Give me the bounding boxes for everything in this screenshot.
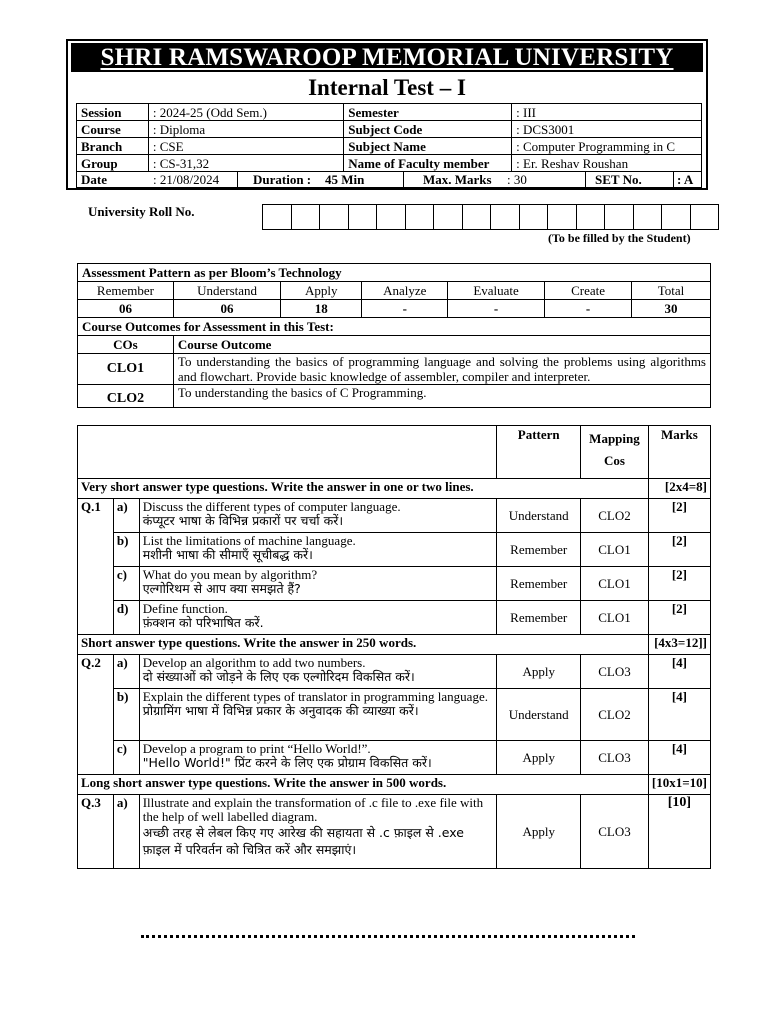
bloom-value: -: [362, 300, 448, 318]
part-label: a): [113, 655, 139, 689]
question-hi: दो संख्याओं को जोड़ने के लिए एक एल्गोरिदम विकसित करें।: [142, 669, 415, 684]
col-pattern: Pattern: [497, 426, 581, 479]
course-value: : Diploma: [148, 121, 343, 138]
roll-digit-box[interactable]: [662, 205, 691, 230]
bloom-header: Analyze: [362, 282, 448, 300]
duration-value: 45 Min: [325, 172, 365, 187]
group-label: Group: [77, 155, 149, 172]
bloom-header: Apply: [281, 282, 362, 300]
question-text: [139, 567, 497, 601]
question-hi: अच्छी तरह से लेबल किए गए आरेख की सहायता से .c फ़ाइल से .exe फ़ाइल में परिवर्तन को चित्रित करें और समझाएं।: [142, 825, 464, 857]
co-cell: CLO3: [581, 655, 649, 689]
divider: [585, 172, 586, 187]
semester-value: : III: [512, 104, 702, 121]
faculty-label: Name of Faculty member: [344, 155, 512, 172]
col-mapping-line1: Mapping: [589, 431, 640, 446]
col-mapping: [581, 426, 649, 479]
bloom-value: -: [448, 300, 545, 318]
question-number: Q.3: [78, 795, 114, 869]
question-hi: मशीनी भाषा की सीमाएँ सूचीबद्ध करें।: [142, 547, 313, 562]
session-label: Session: [77, 104, 149, 121]
marks-cell: [4]: [648, 655, 710, 689]
question-hi: प्रोग्रामिंग भाषा में विभिन्न प्रकार के अनुवादक की व्याख्या करें।: [142, 703, 419, 718]
question-hi: एल्गोरिथम से आप क्या समझते हैं?: [142, 581, 301, 596]
assessment-table: [77, 263, 711, 408]
divider: [403, 172, 404, 187]
question-en: Illustrate and explain the transformation of .c file to .exe file with the help of well labelled diagram.: [142, 795, 484, 824]
roll-digit-box[interactable]: [348, 205, 377, 230]
outcomes-col-outcome: Course Outcome: [173, 336, 710, 354]
roll-no-boxes[interactable]: [262, 204, 719, 230]
co-cell: CLO1: [581, 601, 649, 635]
question-en: Develop an algorithm to add two numbers.: [142, 655, 366, 670]
max-marks-value: : 30: [507, 172, 527, 187]
pattern-cell: Remember: [497, 567, 581, 601]
roll-digit-box[interactable]: [690, 205, 719, 230]
section-title: Short answer type questions. Write the answer in 250 words.: [78, 635, 649, 655]
pattern-cell: Apply: [497, 655, 581, 689]
subject-name-label: Subject Name: [344, 138, 512, 155]
bloom-value: -: [545, 300, 632, 318]
pattern-cell: Understand: [497, 499, 581, 533]
course-label: Course: [77, 121, 149, 138]
bloom-header: Remember: [78, 282, 174, 300]
co-cell: CLO1: [581, 567, 649, 601]
bloom-value: 30: [631, 300, 710, 318]
max-marks-label: Max. Marks: [423, 172, 492, 187]
co-cell: CLO1: [581, 533, 649, 567]
question-en: Develop a program to print “Hello World!”.: [142, 741, 371, 756]
question-en: Define function.: [142, 601, 228, 616]
bloom-value: 06: [78, 300, 174, 318]
semester-label: Semester: [344, 104, 512, 121]
question-hi: कंप्यूटर भाषा के विभिन्न प्रकारों पर चर्चा करें।: [142, 513, 344, 528]
question-number: Q.1: [78, 499, 114, 635]
co-cell: CLO2: [581, 689, 649, 741]
part-label: a): [113, 795, 139, 869]
bloom-value: 06: [173, 300, 280, 318]
roll-digit-box[interactable]: [519, 205, 548, 230]
duration-label: Duration :: [253, 172, 312, 187]
exam-info-table: [76, 103, 702, 172]
part-label: c): [113, 567, 139, 601]
roll-digit-box[interactable]: [605, 205, 634, 230]
question-text: [139, 655, 497, 689]
outcomes-title: Course Outcomes for Assessment in this Test:: [78, 318, 711, 336]
question-en: What do you mean by algorithm?: [142, 567, 318, 582]
marks-cell: [2]: [648, 499, 710, 533]
co-text: To understanding the basics of C Programming.: [173, 385, 710, 408]
bloom-header: Create: [545, 282, 632, 300]
section-marks: [10x1=10]: [648, 775, 710, 795]
part-label: b): [113, 533, 139, 567]
date-label: Date: [81, 172, 107, 187]
question-en: List the limitations of machine language.: [142, 533, 356, 548]
part-label: d): [113, 601, 139, 635]
bloom-header: Evaluate: [448, 282, 545, 300]
bloom-title: Assessment Pattern as per Bloom’s Technology: [78, 264, 711, 282]
col-marks: Marks: [648, 426, 710, 479]
roll-digit-box[interactable]: [548, 205, 577, 230]
col-mapping-line2: Cos: [603, 453, 625, 468]
roll-digit-box[interactable]: [405, 205, 434, 230]
part-label: a): [113, 499, 139, 533]
roll-digit-box[interactable]: [320, 205, 349, 230]
co-id: CLO1: [78, 354, 174, 385]
roll-no-note: (To be filled by the Student): [548, 231, 691, 245]
roll-digit-box[interactable]: [263, 205, 292, 230]
co-id: CLO2: [78, 385, 174, 408]
co-cell: CLO3: [581, 795, 649, 869]
header-block: [66, 39, 708, 190]
marks-cell: [4]: [648, 741, 710, 775]
section-marks: [4x3=12]]: [648, 635, 710, 655]
test-title: Internal Test – I: [308, 75, 466, 100]
question-text: [139, 533, 497, 567]
part-label: c): [113, 741, 139, 775]
question-hi: फ़ंक्शन को परिभाषित करें.: [142, 615, 264, 630]
question-text: [139, 689, 497, 741]
question-en: Explain the different types of translator in programming language.: [142, 689, 488, 704]
section-title: Long short answer type questions. Write the answer in 500 words.: [78, 775, 649, 795]
section-title: Very short answer type questions. Write the answer in one or two lines.: [78, 479, 649, 499]
co-cell: CLO3: [581, 741, 649, 775]
roll-digit-box[interactable]: [377, 205, 406, 230]
marks-cell: [2]: [648, 601, 710, 635]
marks-cell: [10]: [648, 795, 710, 869]
date-value: : 21/08/2024: [153, 172, 220, 187]
set-value: : A: [677, 172, 694, 187]
subject-name-value: : Computer Programming in C: [512, 138, 702, 155]
question-text: [139, 795, 497, 869]
roll-digit-box[interactable]: [491, 205, 520, 230]
roll-digit-box[interactable]: [434, 205, 463, 230]
roll-no-label: University Roll No.: [88, 204, 195, 219]
university-name: SHRI RAMSWAROOP MEMORIAL UNIVERSITY: [71, 43, 703, 72]
set-label: SET No.: [595, 172, 642, 187]
roll-digit-box[interactable]: [633, 205, 662, 230]
subject-code-value: : DCS3001: [512, 121, 702, 138]
outcomes-col-cos: COs: [78, 336, 174, 354]
branch-label: Branch: [77, 138, 149, 155]
marks-cell: [2]: [648, 567, 710, 601]
end-divider: [141, 935, 635, 938]
session-value: : 2024-25 (Odd Sem.): [148, 104, 343, 121]
question-number: Q.2: [78, 655, 114, 775]
divider: [237, 172, 238, 187]
bloom-value: 18: [281, 300, 362, 318]
pattern-cell: Apply: [497, 795, 581, 869]
question-text: [139, 741, 497, 775]
pattern-cell: Understand: [497, 689, 581, 741]
question-en: Discuss the different types of computer language.: [142, 499, 401, 514]
faculty-value: : Er. Reshav Roushan: [512, 155, 702, 172]
pattern-cell: Remember: [497, 533, 581, 567]
date-row: [76, 171, 702, 188]
marks-cell: [4]: [648, 689, 710, 741]
question-text: [139, 499, 497, 533]
co-text: To understanding the basics of programming language and solving the problems using algorithms and flowchart. Provide basic knowledge of assembler, compiler and interpreter.: [173, 354, 710, 385]
question-hi: "Hello World!" प्रिंट करने के लिए एक प्रोग्राम विकसित करें।: [142, 755, 432, 770]
questions-table: [77, 425, 711, 869]
part-label: b): [113, 689, 139, 741]
bloom-header: Total: [631, 282, 710, 300]
co-cell: CLO2: [581, 499, 649, 533]
divider: [673, 172, 674, 187]
roll-digit-box[interactable]: [291, 205, 320, 230]
pattern-cell: Remember: [497, 601, 581, 635]
pattern-cell: Apply: [497, 741, 581, 775]
group-value: : CS-31,32: [148, 155, 343, 172]
section-marks: [2x4=8]: [648, 479, 710, 499]
roll-digit-box[interactable]: [462, 205, 491, 230]
subject-code-label: Subject Code: [344, 121, 512, 138]
roll-digit-box[interactable]: [576, 205, 605, 230]
marks-cell: [2]: [648, 533, 710, 567]
questions-header-blank: [78, 426, 497, 479]
bloom-header: Understand: [173, 282, 280, 300]
question-text: [139, 601, 497, 635]
branch-value: : CSE: [148, 138, 343, 155]
